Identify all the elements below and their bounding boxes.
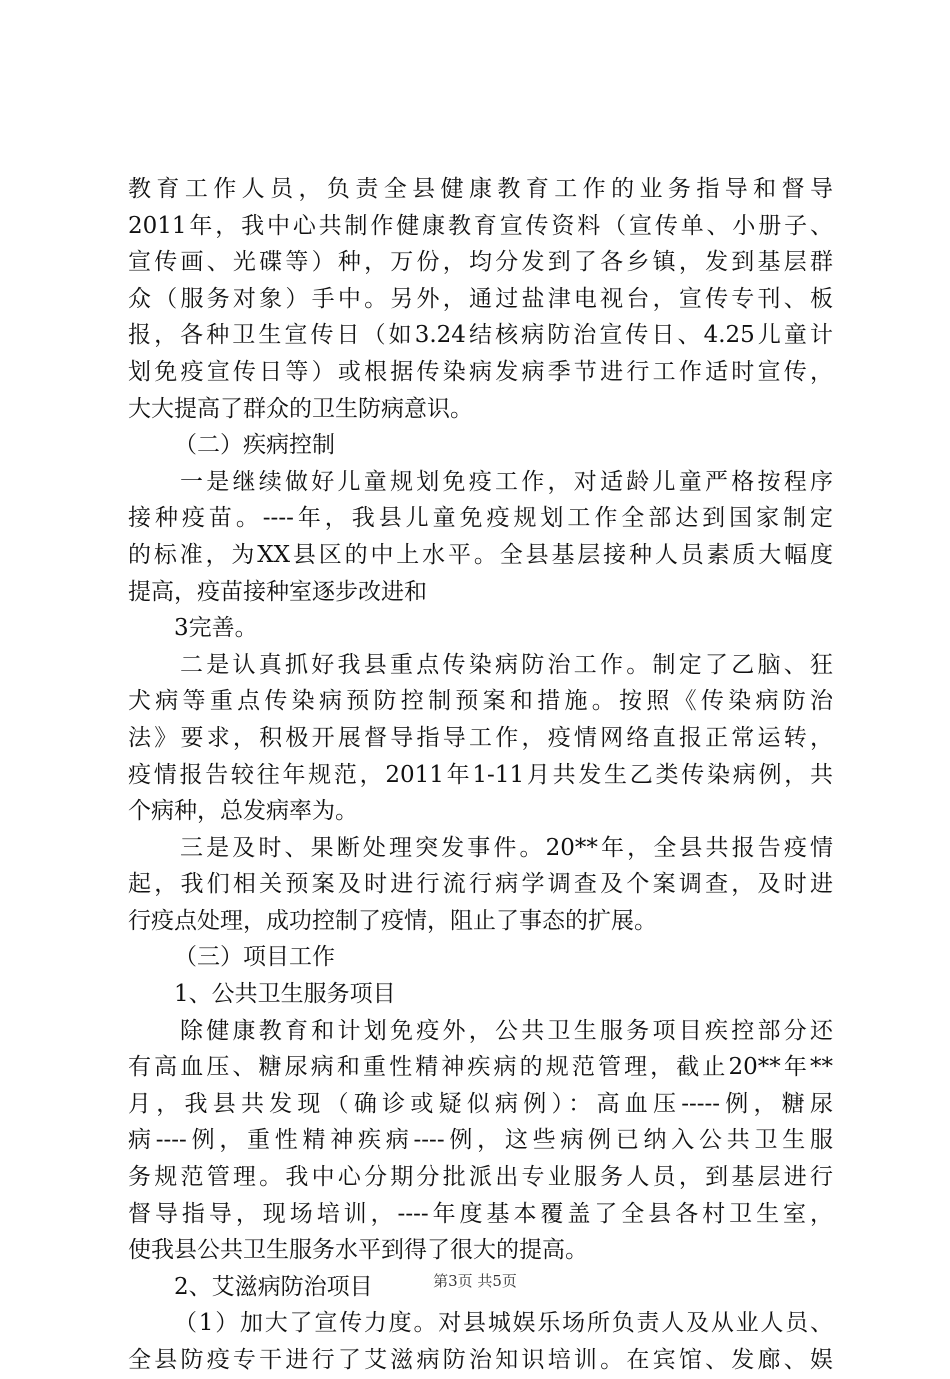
text-line: 提高，疫苗接种室逐步改进和: [128, 578, 427, 605]
text-line: 三是及时、果断处理突发事件。20**年，全县共报告疫情: [180, 834, 833, 861]
text-line: 众（服务对象）手中。另外，通过盐津电视台，宣传专刊、板: [128, 285, 833, 312]
text-line: 病----例，重性精神疾病----例，这些病例已纳入公共卫生服: [128, 1127, 833, 1154]
section-heading: （二）疾病控制: [174, 432, 335, 459]
text-line: 宣传画、光碟等）种，万份，均分发到了各乡镇，发到基层群: [128, 249, 833, 276]
text-line: 务规范管理。我中心分期分批派出专业服务人员，到基层进行: [128, 1164, 833, 1191]
text-line: 3完善。: [174, 615, 258, 642]
text-line: 2011年，我中心共制作健康教育宣传资料（宣传单、小册子、: [128, 212, 833, 239]
text-line: 使我县公共卫生服务水平到得了很大的提高。: [128, 1237, 588, 1264]
text-line: 行疫点处理，成功控制了疫情，阻止了事态的扩展。: [128, 907, 657, 934]
text-line: 的标准，为XX县区的中上水平。全县基层接种人员素质大幅度: [128, 541, 833, 568]
text-line: 月，我县共发现（确诊或疑似病例）：高血压-----例，糖尿: [128, 1090, 833, 1117]
text-line: 二是认真抓好我县重点传染病防治工作。制定了乙脑、狂: [180, 651, 833, 678]
text-line: 报，各种卫生宣传日（如3.24结核病防治宣传日、4.25儿童计: [128, 322, 833, 349]
text-line: 犬病等重点传染病预防控制预案和措施。按照《传染病防治: [128, 688, 833, 715]
page-footer: 第3页 共5页: [433, 1272, 517, 1290]
text-line: 接种疫苗。----年，我县儿童免疫规划工作全部达到国家制定: [128, 505, 833, 532]
subsection-heading: 2、艾滋病防治项目: [174, 1273, 373, 1300]
text-line: 除健康教育和计划免疫外，公共卫生服务项目疾控部分还: [180, 1017, 833, 1044]
subsection-heading: 1、公共卫生服务项目: [174, 981, 396, 1008]
text-line: 有高血压、糖尿病和重性精神疾病的规范管理，截止20**年**: [128, 1054, 833, 1081]
text-line: 划免疫宣传日等）或根据传染病发病季节进行工作适时宣传，: [128, 358, 833, 385]
text-line: 大大提高了群众的卫生防病意识。: [128, 395, 473, 422]
section-heading: （三）项目工作: [174, 944, 335, 971]
text-line: （1）加大了宣传力度。对县城娱乐场所负责人及从业人员、: [174, 1310, 833, 1337]
document-body: [128, 171, 833, 1379]
text-line: 疫情报告较往年规范，2011年1-11月共发生乙类传染病例，共: [128, 761, 833, 788]
text-line: 督导指导，现场培训，----年度基本覆盖了全县各村卫生室，: [128, 1200, 833, 1227]
text-line: 法》要求，积极开展督导指导工作，疫情网络直报正常运转，: [128, 724, 833, 751]
text-line: 教育工作人员，负责全县健康教育工作的业务指导和督导: [128, 176, 833, 202]
text-line: 全县防疫专干进行了艾滋病防治知识培训。在宾馆、发廊、娱: [128, 1347, 833, 1373]
text-line: 一是继续做好儿童规划免疫工作，对适龄儿童严格按程序: [180, 468, 833, 495]
text-line: 个病种，总发病率为。: [128, 798, 358, 825]
text-line: 起，我们相关预案及时进行流行病学调查及个案调查，及时进: [128, 871, 833, 898]
